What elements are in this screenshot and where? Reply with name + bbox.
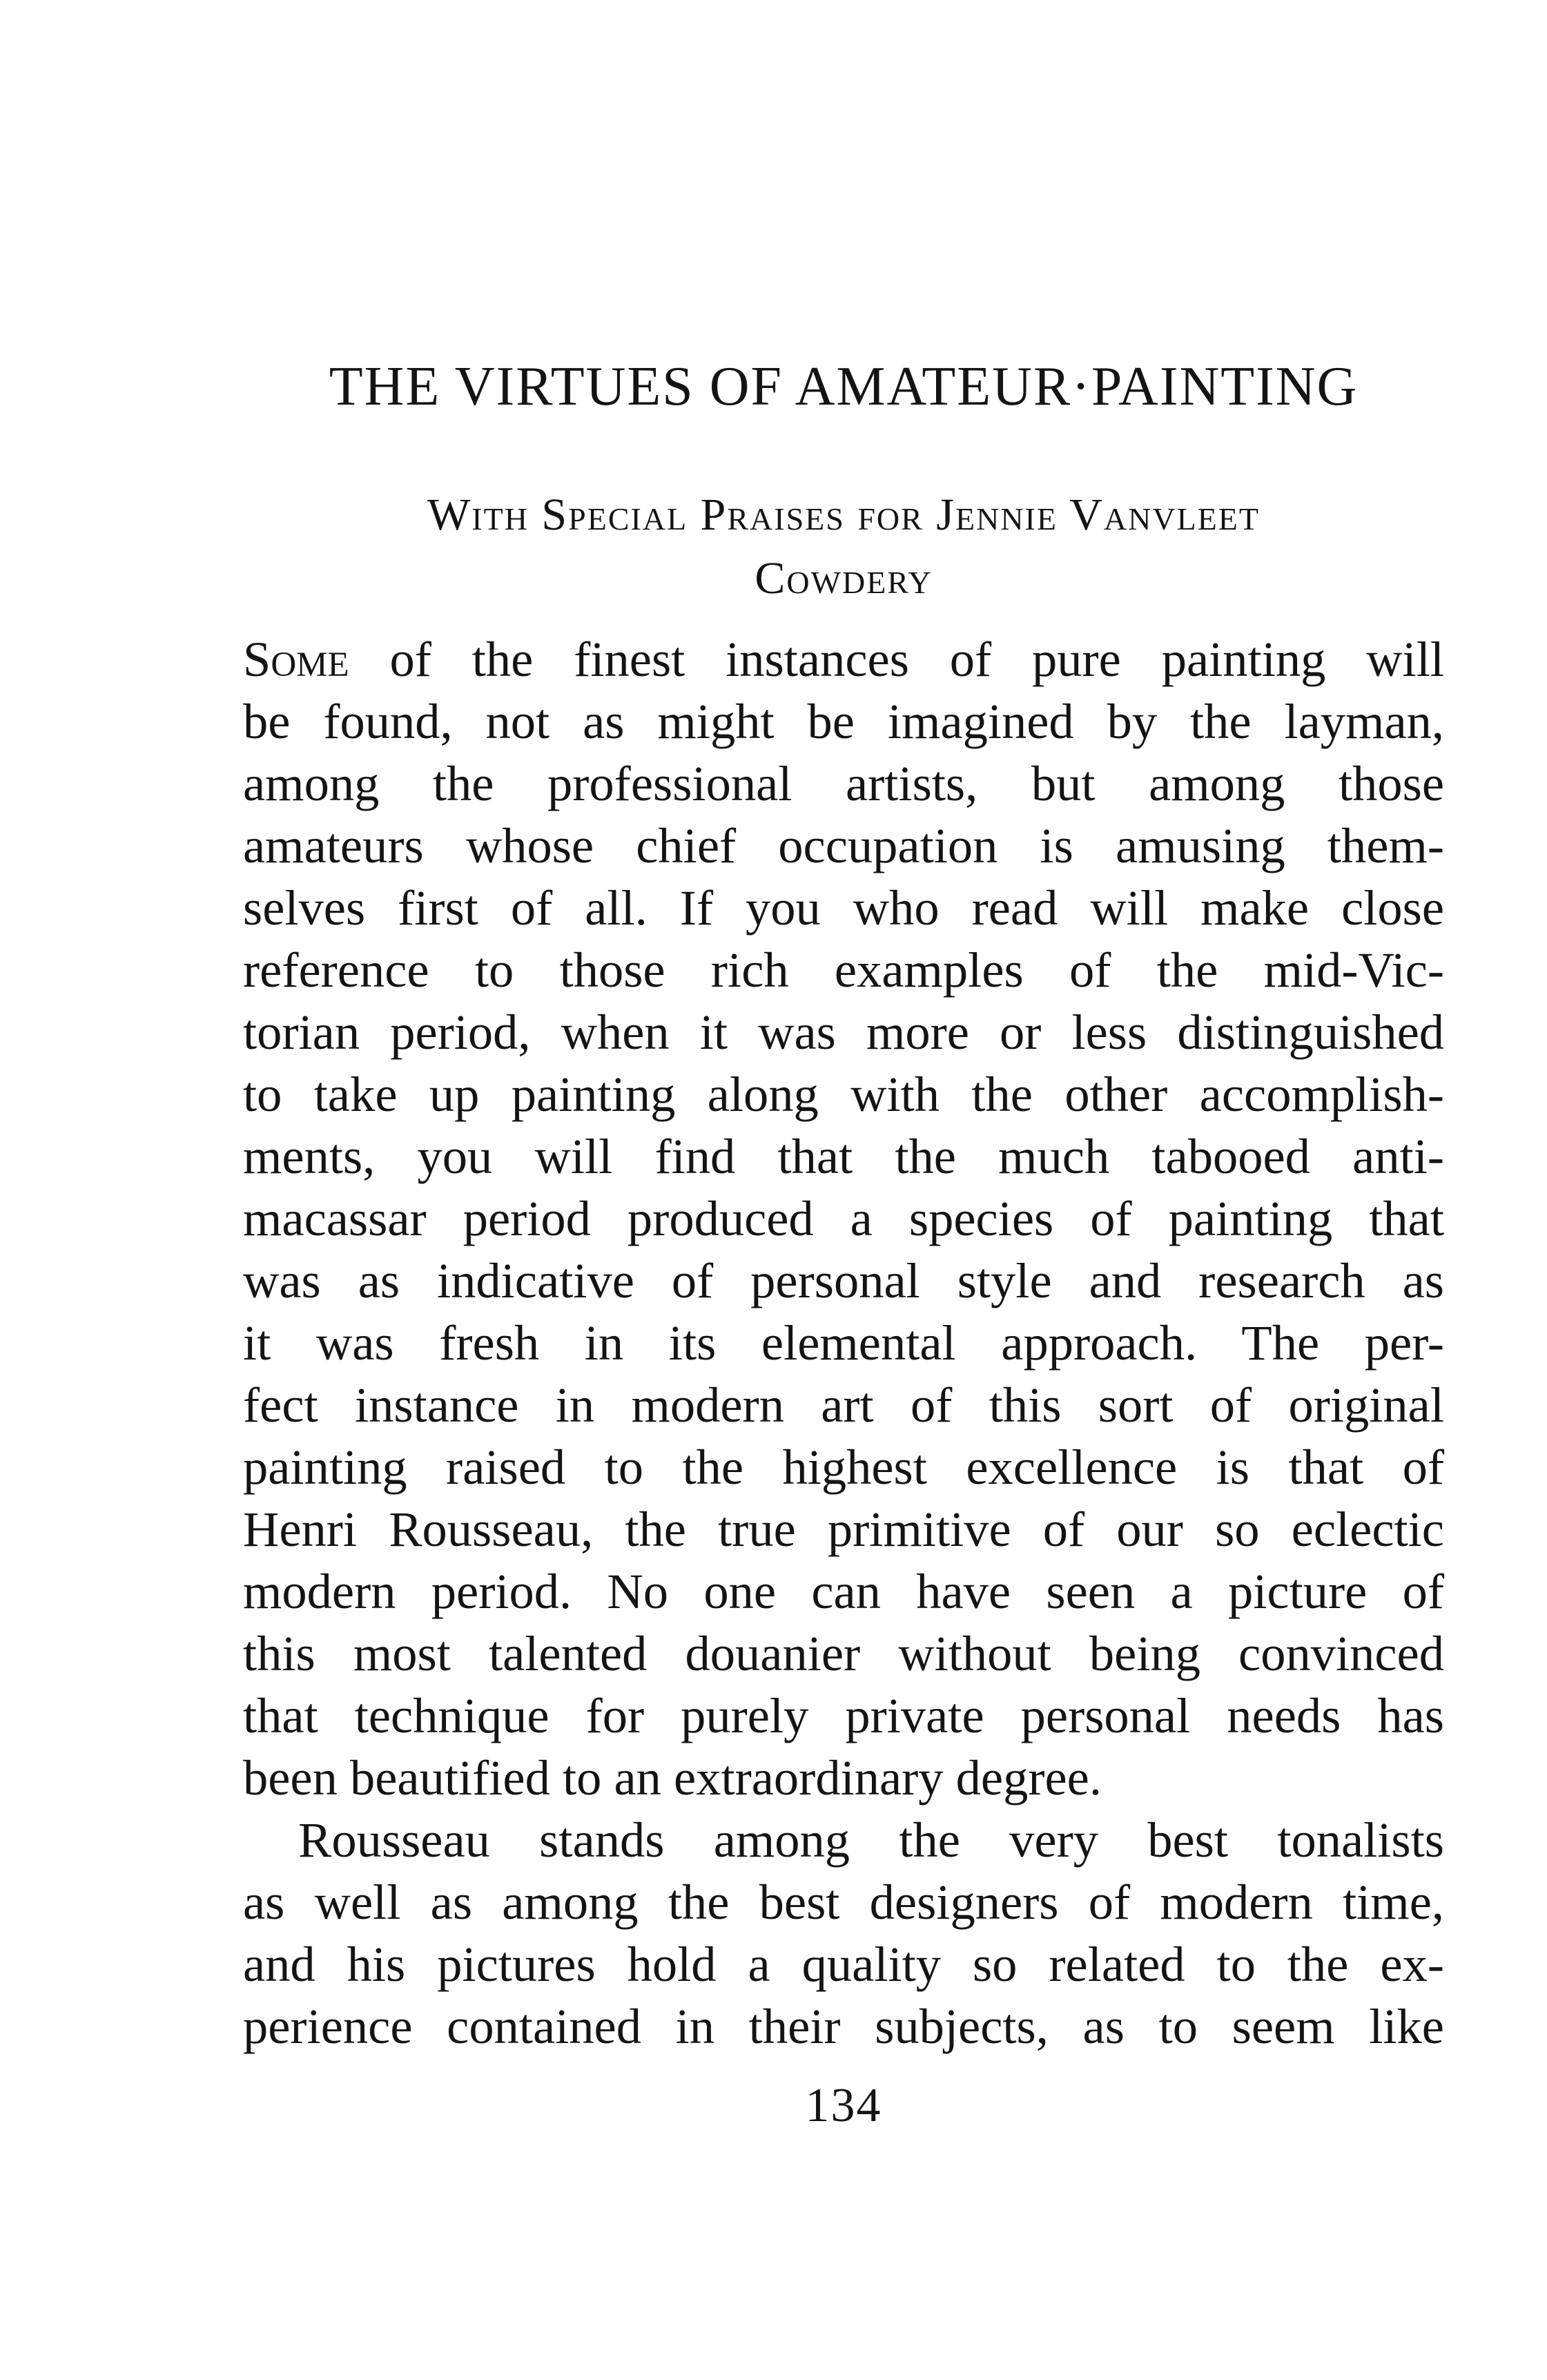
text-line: macassar period produced a species of painting that [243, 1190, 1444, 1246]
text-line: modern period. No one can have seen a picture of [243, 1563, 1444, 1619]
text-line: as well as among the best designers of modern time, [243, 1874, 1444, 1930]
text-line: Rousseau stands among the very best tonalists [298, 1812, 1444, 1868]
text-line: was as indicative of personal style and research as [243, 1252, 1444, 1308]
body-text [243, 628, 1444, 2058]
subtitle-line-1: With Special Praises for Jennie Vanvleet [427, 490, 1260, 540]
text-line: amateurs whose chief occupation is amusing them- [243, 817, 1444, 873]
text-line: ments, you will find that the much tabooed anti- [243, 1128, 1444, 1184]
text-line: Henri Rousseau, the true primitive of our so eclectic [243, 1501, 1444, 1557]
text-line: been beautified to an extraordinary degree. [243, 1750, 1102, 1806]
text-line: reference to those rich examples of the mid-Vic- [243, 942, 1444, 998]
chapter-subtitle [243, 483, 1444, 610]
text-line: that technique for purely private personal needs has [243, 1687, 1444, 1743]
text-line: torian period, when it was more or less distinguished [243, 1004, 1444, 1060]
text-line: this most talented douanier without being convinced [243, 1625, 1444, 1681]
text-line: it was fresh in its elemental approach. The per- [243, 1315, 1444, 1371]
text-line: fect instance in modern art of this sort of original [243, 1377, 1444, 1433]
text-line: perience contained in their subjects, as to seem like [243, 1998, 1444, 2054]
text-line: among the professional artists, but among those [243, 755, 1444, 811]
text-line: selves first of all. If you who read will make close [243, 880, 1444, 936]
page-number: 134 [805, 2079, 882, 2132]
chapter-title: THE VIRTUES OF AMATEUR·PAINTING [329, 356, 1359, 417]
subtitle-line-2: Cowdery [755, 553, 933, 603]
lead-word: Some [243, 631, 349, 687]
text-line: painting raised to the highest excellence is that of [243, 1439, 1444, 1495]
text-line: to take up painting along with the other accomplish- [243, 1066, 1444, 1122]
text-line [243, 628, 1444, 690]
text-line: and his pictures hold a quality so related to the ex- [243, 1936, 1444, 1992]
text-line-rest: of the finest instances of pure painting will [349, 631, 1444, 687]
text-line: be found, not as might be imagined by the layman, [243, 693, 1444, 749]
